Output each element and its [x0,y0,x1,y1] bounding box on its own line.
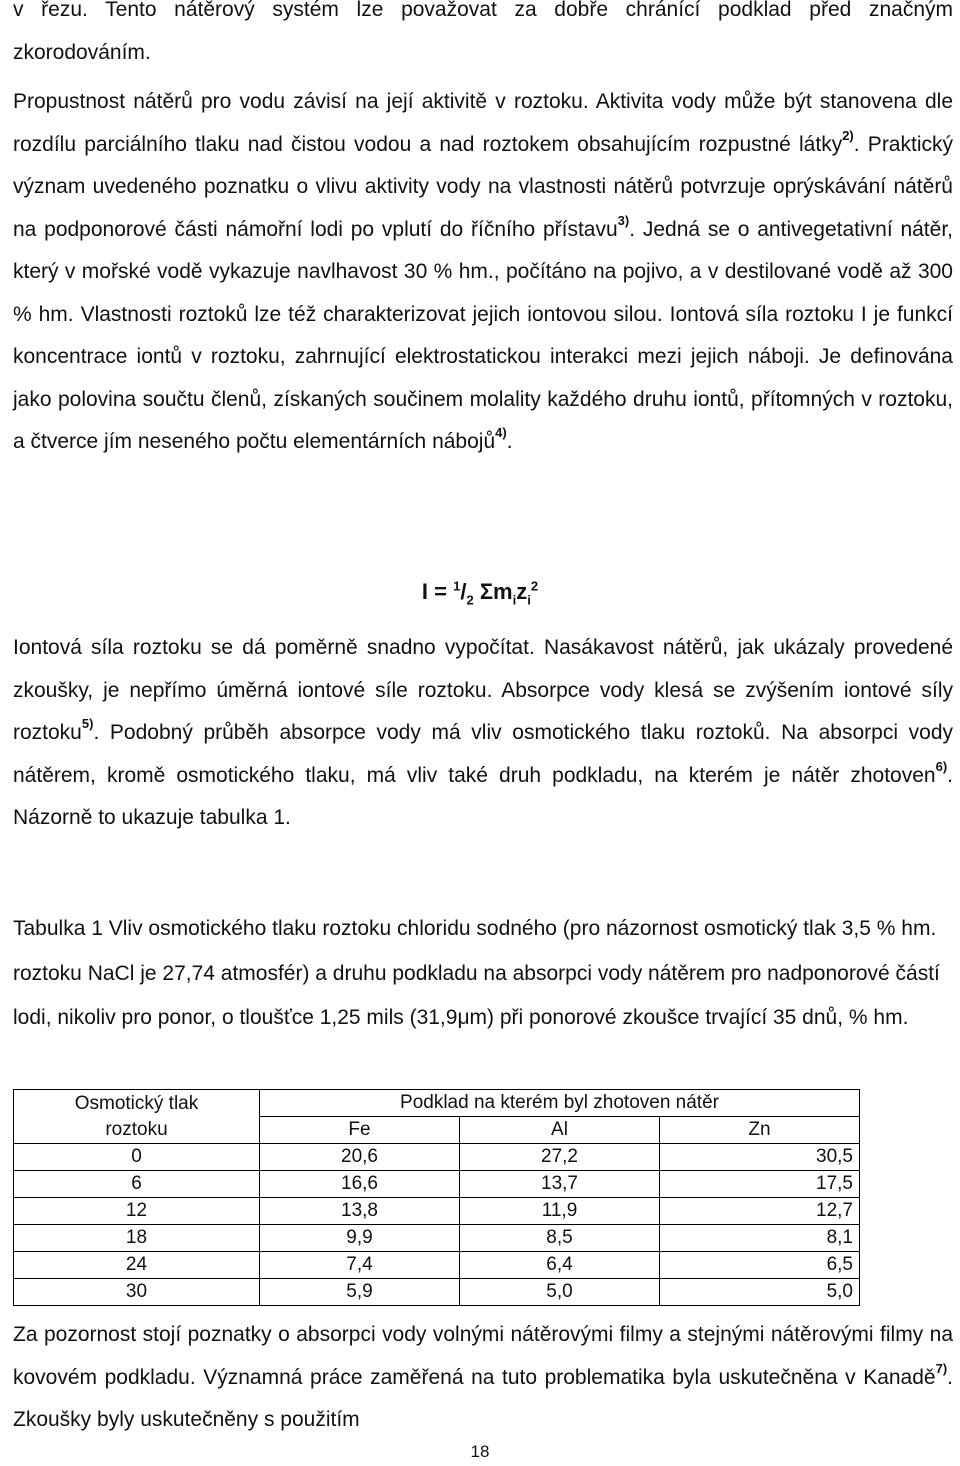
formula-denominator: 2 [466,592,474,608]
table-cell: 30,5 [660,1144,860,1171]
table-cell: 18 [14,1225,260,1252]
table-cell: 0 [14,1144,260,1171]
table-cell: 8,1 [660,1225,860,1252]
text-segment: . Podobný průběh absorpce vody má vliv osmotického tlaku roztoků. Na absorpci vody nátěrem, kromě osmotického tlaku, má vliv také druh podkladu, na kterém je nátěr zhotoven [13,721,953,787]
header-zn: Zn [660,1117,860,1144]
table-cell: 27,2 [460,1144,660,1171]
table-cell: 6 [14,1171,260,1198]
table-cell: 12 [14,1198,260,1225]
header-line: Osmotický tlak [74,1092,199,1114]
table-row [14,1198,860,1225]
table-cell: 6,5 [660,1252,860,1279]
table-cell: 11,9 [460,1198,660,1225]
table-cell: 13,7 [460,1171,660,1198]
page-number: 18 [470,1442,490,1461]
table-caption: Tabulka 1 Vliv osmotického tlaku roztoku chloridu sodného (pro názornost osmotický tlak 3,5 % hm. roztoku NaCl je 27,74 atmosfér) a druhu podkladu na absorpci vody nátěrem pro nadponorové částí lodi, nikoliv pro ponor, o tloušťce 1,25 mils (31,9μm) při ponorové zkoušce trvající 35 dnů, % hm. [13,917,940,1029]
header-fe: Fe [260,1117,460,1144]
table-row [14,1225,860,1252]
table-cell: 12,7 [660,1198,860,1225]
text-segment: . [506,430,513,453]
table-cell: 13,8 [260,1198,460,1225]
paragraph-water-activity [13,81,953,464]
table-cell: 24 [14,1252,260,1279]
table-cell: 9,9 [260,1225,460,1252]
paragraph-free-films [13,1314,953,1442]
table-cell: 6,4 [460,1252,660,1279]
table-cell: 5,0 [460,1279,660,1306]
reference-marker: 7) [935,1360,948,1376]
table-row [14,1171,860,1198]
table-cell: 5,0 [660,1279,860,1306]
formula-sum: Σm [473,579,513,604]
table-cell: 20,6 [260,1144,460,1171]
table-row [14,1252,860,1279]
paragraph-intro [13,0,953,74]
table-cell: 7,4 [260,1252,460,1279]
table-header-row [14,1090,860,1117]
formula-numerator: 1 [453,578,461,594]
paragraph-intro-text: v řezu. Tento nátěrový systém lze považovat za dobře chránící podklad před značným zkorodováním. [13,0,953,64]
table-row [14,1144,860,1171]
formula-index: i [527,592,531,608]
text-segment: . Praktický význam uvedeného poznatku o vlivu aktivity vody na vlastnosti nátěrů potvrzuje oprýskávání nátěrů na podponorové části námořní lodi po vplutí do říčního přístavu [13,132,953,241]
text-segment: Propustnost nátěrů pro vodu závisí na její aktivitě v roztoku. Aktivita vody může být stanovena dle rozdílu parciálního tlaku nad čistou vodou a nad roztokem obsahujícím rozpustné látky [13,90,953,156]
absorption-table [13,1089,860,1306]
formula-z: z [516,579,528,604]
text-segment: . Zkoušky byly uskutečněny s použitím [13,1365,953,1431]
table-cell: 30 [14,1279,260,1306]
header-substrate-group: Podklad na kterém byl zhotoven nátěr [260,1090,860,1117]
formula-power: 2 [530,578,539,594]
formula-lhs: I = [421,579,454,604]
reference-marker: 6) [935,758,948,774]
table-cell: 5,9 [260,1279,460,1306]
text-segment: . Jedná se o antivegetativní nátěr, který v mořské vodě vykazuje navlhavost 30 % hm., počítáno na pojivo, a v destilované vodě až 300 % hm. Vlastnosti roztoků lze též charakterizovat jejich iontovou silou. Iontová síla roztoku I je funkcí koncentrace iontů v roztoku, zahrnující elektrostatickou interakci mezi jejich náboji. Je definována jako polovina součtu členů, získaných součinem molality každého druhu iontů, přítomných v roztoku, a čtverce jím neseného počtu elementárních nábojů [13,217,953,453]
header-line: roztoku [105,1118,168,1140]
text-segment: . Názorně to ukazuje tabulka 1. [13,763,953,829]
text-segment: Iontová síla roztoku se dá poměrně snadno vypočítat. Nasákavost nátěrů, jak ukázaly provedené zkoušky, je nepřímo úměrná iontové síle roztoku. Absorpce vody klesá se zvýšením iontové síly roztoku [13,636,953,744]
text-segment: Za pozornost stojí poznatky o absorpci vody volnými nátěrovými filmy a stejnými nátěrovými filmy na kovovém podkladu. Významná práce zaměřená na tuto problematika byla uskutečněna v Kanadě [13,1323,953,1389]
table-cell: 8,5 [460,1225,660,1252]
reference-marker: 5) [81,716,94,731]
reference-marker: 3) [617,212,630,228]
ionic-strength-formula [0,572,960,612]
table-cell: 16,6 [260,1171,460,1198]
reference-marker: 2) [842,127,854,143]
formula-slash: / [460,579,467,604]
table-row [14,1279,860,1306]
header-al: Al [460,1117,660,1144]
paragraph-ionic-strength [13,627,953,840]
reference-marker: 4) [495,425,507,440]
header-osmotic-pressure [14,1090,260,1144]
formula-index: i [512,592,517,608]
table-cell: 17,5 [660,1171,860,1198]
